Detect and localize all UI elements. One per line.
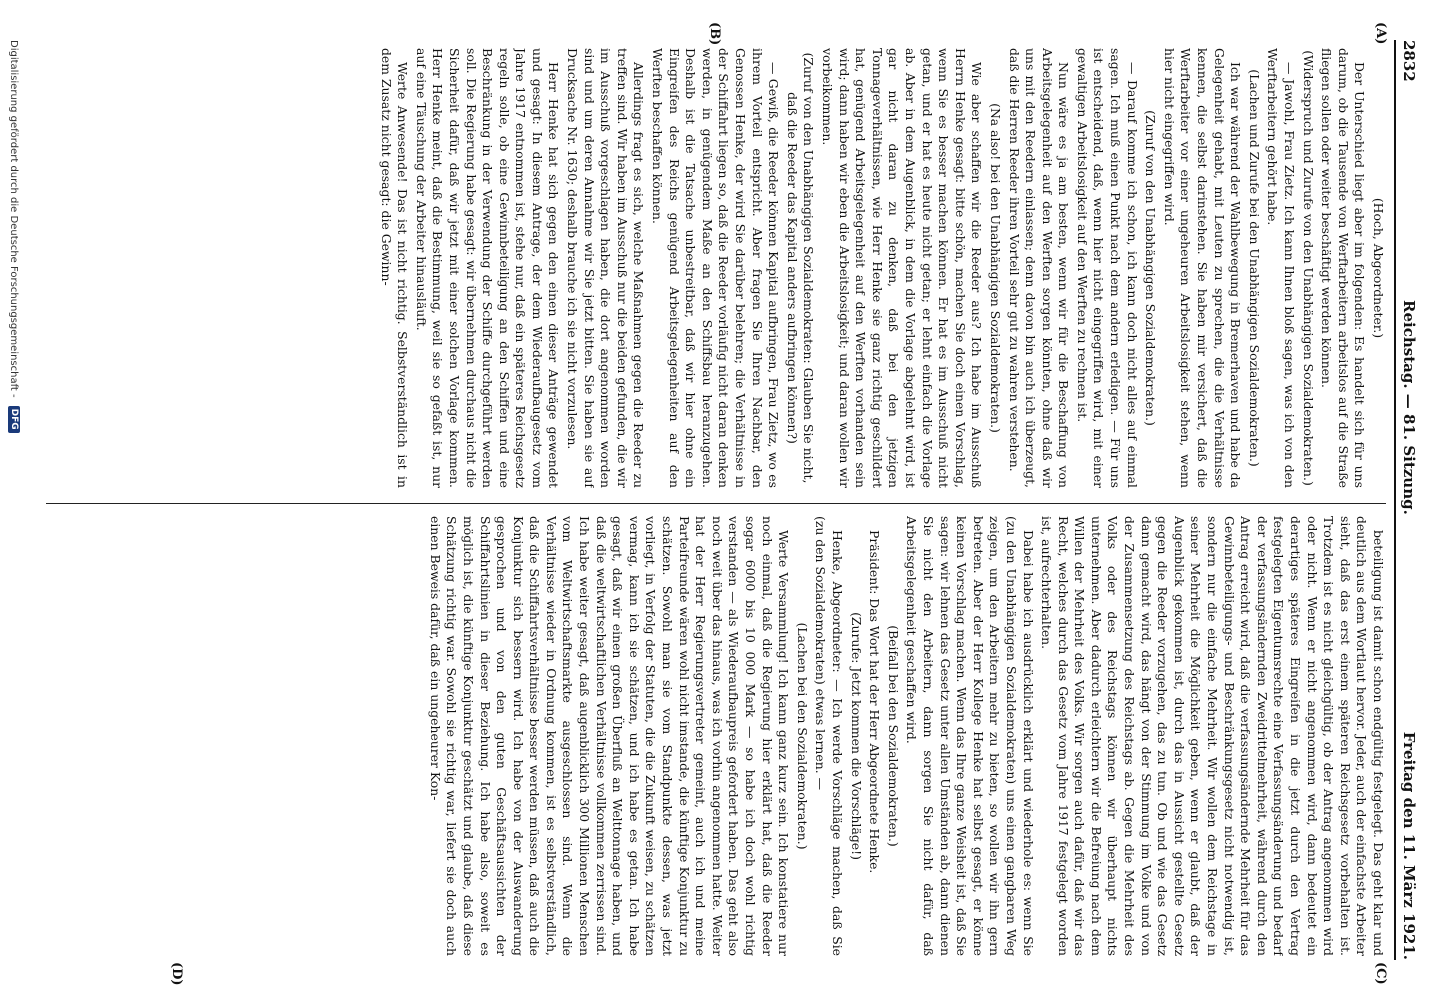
margin-marker-b: (B) [707,22,722,46]
page-header [1394,40,1418,960]
column-divider [46,503,1386,504]
paragraph: Präsident: Das Wort hat der Herr Abgeordnete Henke. [867,530,883,874]
dfg-logo: DFG [8,406,20,433]
paragraph: Ich war während der Wahlbewegung in Bremerhaven und habe da Gelegenheit gehabt, mit Leuten zu sprechen, die die Verhältnisse kennen, die selbst darinstehen. Sie haben mir versichert, daß die Werftarbeiter vor einer ungeheuren Arbeitslosigkeit stehen, wenn hier nicht eingegriffen wird. [1161,48,1244,488]
paragraph: — Darauf komme ich schon, ich kann doch nicht alles auf einmal sagen. Ich muß einen Punkt nach dem andern erledigen. — Für uns ist entscheidend, daß, wenn hier nicht eingegriffen wird, mit einer gewaltigen Arbeitslosigkeit auf den Werften zu rechnen ist. [1074,48,1140,488]
header-title: Reichstag. — 81. Sitzung. [1400,300,1418,515]
paragraph: Henke, Abgeordneter: — Ich werde Vorschläge machen, daß Sie (zu den Sozialdemokraten) etwas lernen. — [813,516,845,956]
paragraph: Der Unterschied liegt aber im folgenden: Es handelt sich für uns darum, ob die Tausende von Werftarbeitern arbeitslos auf die Straße fliegen sollen oder weiter beschäftigt werden können. [1319,48,1368,488]
interjection: (Lachen bei den Sozialdemokraten.) [794,622,810,850]
interjection: (Beifall bei den Sozialdemokraten.) [885,625,901,847]
right-column [46,516,1386,956]
paragraph: — Jawohl, Frau Zietz. Ich kann Ihnen bloß sagen, was ich von den Werftarbeitern gehört habe. [1265,48,1298,488]
paragraph: Allerdings fragt es sich, welche Maßnahmen gegen die Reeder zu treffen sind. Wir haben im Ausschuß nur die beiden gefunden, die wir im Ausschuß vorgeschlagen haben, die dort angenommen worden sind und um deren Annahme wir Sie jetzt bitten. Sie haben sie auf Drucksache Nr. 1630; deshalb brauche ich sie nicht vorzulesen. [565,48,647,488]
paragraph: Dabei habe ich ausdrücklich erklärt und wiederhole es: wenn Sie (zu den Unabhängigen Sozialdemokraten) uns einen gangbaren Weg zeigen, um den Arbeitern mehr zu bieten, so wollen wir ihn gern betreten. Aber der Herr Kollege Henke hat selbst gesagt, er könne keinen Vorschlag machen. Wenn das Ihre ganze Weisheit ist, daß Sie sagen: wir lehnen das Gesetz unter allen Umständen ab, dann dienen Sie nicht den Arbeitern, dann sorgen Sie nicht dafür, daß Arbeitsgelegenheit geschaffen wird. [904,516,1036,956]
interjection: (Zurufe: Jetzt kommen die Vorschläge!) [848,612,864,860]
margin-marker-d: (D) [169,962,184,986]
paragraph: Herr Henke hat sich gegen den einen dieser Anträge gewendet und gesagt: In diesem Antrage, der dem Wiederaufbaugesetz vom Jahre 1917 entnommen ist, stehe nur, daß ein späteres Reichsgesetz regeln solle, ob eine Gewinnbeteiligung an den Schiffen und eine Beschränkung in der Verwendung der Schiffe durchgeführt werden soll. Die Regierung habe gesagt: wir übernehmen durchaus nicht die Sicherheit dafür, daß wir jetzt mit einer solchen Vorlage kommen. Herr Henke meint, daß die Bestimmung, weil sie so gefaßt ist, nur auf eine Täuschung der Arbeiter hinausläuft. [413,48,562,488]
interjection: (Zuruf von den Unabhängigen Sozialdemokraten: Glauben Sie nicht, daß die Reeder das Kapital anders aufbringen können?) [784,52,817,484]
page-footer [8,40,20,960]
paragraph: Werte Anwesende! Das ist nicht richtig. Selbstverständlich ist in dem Zusatz nicht gesagt: die Gewinn- [378,48,411,488]
paragraph: Nun wäre es ja am besten, wenn wir für die Beschaffung von Arbeitsgelegenheit auf den Werften sorgen könnten, ohne daß wir uns mit den Reedern einlassen; denn davon bin auch ich überzeugt, daß die Herren Reeder ihren Vorteil sehr gut zu wahren verstehen. [1006,48,1072,488]
interjection: (Zuruf von den Unabhängigen Sozialdemokraten.) [1143,110,1159,426]
page-number: 2832 [1400,40,1418,82]
paragraph: Werte Versammlung! Ich kann ganz kurz sein. Ich konstatiere nur noch einmal, daß die Regierung hier erklärt hat, daß die Reeder sogar 6000 bis 10 000 Mark — so habe ich doch wohl richtig verstanden — als Wiederaufbaupreis gefordert haben. Das geht also noch weit über das hinaus, was ich vorhin angenommen hatte. Weiter hat der Herr Regierungsvertreter gemeint, auch ich und meine Parteifreunde wären wohl nicht imstande, die künftige Konjunktur zu schätzen. Sowohl man sie vom Standpunkte dessen, was jetzt vorliegt, in Verfolg der Statuten, die die Zukunft weisen, zu schätzen vermag, kann ich sie schätzen, und ich habe es getan. Ich habe gesagt, daß wir einen großen Überfluß an Welttonnage haben, und daß die weltwirtschaftlichen Verhältnisse vollkommen zerrissen sind. Ich habe weiter gesagt, daß augenblicklich 300 Millionen Menschen vom Weltwirtschaftsmarkte ausgeschlossen sind. Wenn die Verhältnisse wieder in Ordnung kommen, ist es selbstverständlich, daß die Schiffahrtsverhältnisse besser werden müssen, daß auch die Konjunktur sich bessern wird. Ich habe von der Auswanderung gesprochen und von den guten Geschäftsaussichten der Schiffahrtslinien in dieser Beziehung. Ich habe also, soweit es möglich ist, die künftige Konjunktur geschätzt und glaube, daß diese Schätzung richtig war. Sowohl sie richtig war, liefert sie doch auch einen Beweis dafür, daß ein ungeheurer Kon- [427,516,792,956]
header-date: Freitag den 11. März 1921. [1400,731,1418,960]
paragraph: — Gewiß, die Reeder können Kapital aufbringen, Frau Zietz, wo es ihrem Vorteil entspricht. Aber fragen Sie Ihren Nachbar, den Genossen Henke, der wird Sie darüber belehren; die Verhältnisse in der Schiffahrt liegen so, daß die Reeder vorläufig nicht daran denken werden, in genügendem Maße an den Schiffsbau heranzugehen. Deshalb ist die Tatsache unbestreitbar, daß wir hier ohne ein Eingreifen des Reichs genügend Arbeitsgelegenheiten auf den Werften beschaffen können. [650,48,782,488]
digitization-note: Digitalisierung gefördert durch die Deutsche Forschungsgemeinschaft - [8,40,20,398]
interjection: (Hoch, Abgeordneter.) [1371,197,1386,339]
paragraph: beteiligung ist damit schon endgültig festgelegt. Das geht klar und deutlich aus dem Wortlaut hervor. Jeder, auch der einfachste Arbeiter sieht, daß das erst einem späteren Reichsgesetz vorbehalten ist. Trotzdem ist es nicht gleichgültig, ob der Antrag angenommen wird oder nicht. Wenn er nicht angenommen wird, dann bedeutet ein derartiges späteres Eingreifen in die jetzt durch den Vertrag festgelegten Eigentumsrechte eine Verfassungsänderung und bedarf der verfassungsändernden Zweidrittelmehrheit, während durch den Antrag erreicht wird, daß die verfassungsändernde Mehrheit für das Gewinnbeteiligungs- und Beschränkungsgesetz nicht notwendig ist, sondern nur die einfache Mehrheit. Wir wollen dem Reichstage in seiner Mehrheit die Möglichkeit geben, wenn er glaubt, daß der Augenblick gekommen ist, durch das in Aussicht gestellte Gesetz gegen die Reeder vorzugehen, das zu tun. Ob und wie das Gesetz dann gemacht wird, das hängt von der Stimmung im Volke und von der Zusammensetzung des Reichstags ab. Gegen die Mehrheit des Volks oder des Reichstags können wir überhaupt nichts unternehmen. Aber dadurch erleichtern wir die Befreiung nach dem Willen der Mehrheit des Volks. Wir sorgen auch dafür, daß wir das Recht, welches durch das Gesetz vom Jahre 1917 festgelegt worden ist, aufrechterhalten. [1039,516,1386,956]
paragraph: Wie aber schaffen wir die Reeder aus? Ich habe im Ausschuß Herrn Henke gesagt: bitte schön, machen Sie doch einen Vorschlag, wenn Sie es besser machen können. Er hat es im Ausschuß nicht getan, und er hat es heute nicht getan; er lehnt einfach die Vorlage ab. Aber in dem Augenblick, in dem die Vorlage abgelehnt wird, ist gar nicht daran zu denken, daß bei den jetzigen Tonnageverhältnissen, wie Herr Henke sie ganz richtig geschildert hat, genügend Arbeitsgelegenheit auf den Werften vorhanden sein wird; dann haben wir eben die Arbeitslosigkeit; und daran wollen wir vorbeikommen. [820,48,985,488]
left-column [46,48,1386,488]
margin-marker-a: (A) [1373,22,1388,45]
interjection: (Na also! bei den Unabhängigen Sozialdemokraten.) [987,103,1003,433]
interjection: (Widerspruch und Zurufe von den Unabhängigen Sozialdemokraten.) [1300,50,1316,486]
margin-marker-c: (C) [1373,962,1388,985]
interjection: (Lachen und Zurufe bei den Unabhängigen Sozialdemokraten.) [1246,69,1262,467]
